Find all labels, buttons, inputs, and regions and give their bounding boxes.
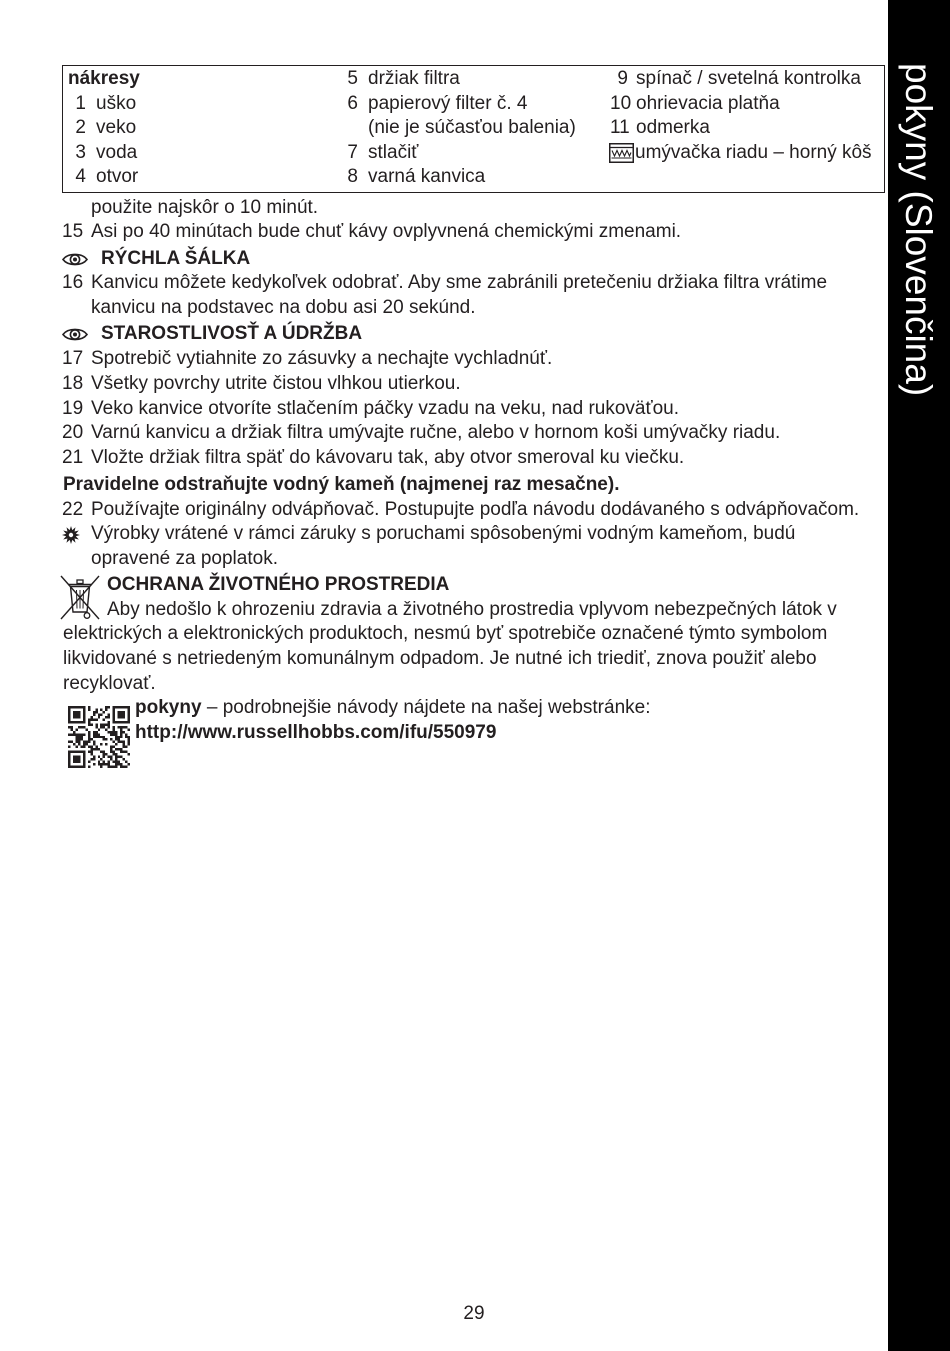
instruction-item (62, 446, 885, 471)
descaling-warning (62, 522, 885, 571)
instruction-item (62, 271, 885, 320)
parts-column-2 (340, 67, 576, 190)
parts-list-item (68, 92, 140, 117)
part-number: 1 (75, 92, 86, 114)
instruction-text: Vložte držiak filtra späť do kávovaru tak, aby otvor smeroval ku viečku. (91, 446, 685, 468)
parts-list-item-note (340, 116, 576, 141)
online-instructions-label (62, 696, 885, 721)
part-label: ohrievacia platňa (636, 92, 780, 114)
item-number: 20 (62, 422, 84, 444)
part-number: 9 (617, 68, 628, 89)
parts-list-item (68, 116, 140, 141)
dishwasher-top-rack-icon (609, 141, 635, 166)
warning-text: opravené za poplatok. (91, 547, 278, 569)
instruction-item (62, 421, 885, 446)
part-label: držiak filtra (368, 68, 460, 89)
parts-list-item (610, 92, 872, 117)
part-label: umývačka riadu – horný kôš (635, 141, 872, 163)
item-number: 17 (62, 348, 84, 370)
side-tab-label: pokyny (Slovenčina) (898, 63, 939, 397)
item-number: 21 (62, 446, 84, 468)
section-heading-text: STAROSTLIVOSŤ A ÚDRŽBA (101, 323, 363, 345)
instruction-text: Všetky povrchy utrite čistou vlhkou utierkou. (91, 372, 461, 394)
instruction-text: Kanvicu môžete kedykoľvek odobrať. Aby sme zabránili pretečeniu držiaka filtra vrátime (91, 272, 828, 294)
eye-icon (62, 252, 101, 267)
part-label: spínač / svetelná kontrolka (636, 68, 861, 89)
qr-code-icon (68, 706, 130, 768)
part-number: 5 (347, 68, 358, 89)
paragraph-line: likvidované s netriedeným komunálnym odpadom. Je nutné ich triediť, znova použiť alebo (63, 648, 817, 670)
online-label-text: – podrobnejšie návody nájdete na našej webstránke: (206, 697, 651, 719)
part-label: varná kanvica (368, 166, 486, 187)
part-label: otvor (96, 166, 139, 187)
parts-list-item (610, 67, 872, 92)
environment-section (62, 573, 885, 696)
instruction-text: kanvicu na podstavec na dobu asi 20 sekúnd. (91, 297, 476, 319)
parts-list-item (340, 141, 576, 166)
parts-list-item (610, 141, 872, 166)
descaling-heading: Pravidelne odstraňujte vodný kameň (najmenej raz mesačne). (63, 473, 620, 495)
instructions-url-link[interactable]: http://www.russellhobbs.com/ifu/550979 (135, 722, 497, 744)
instruction-text: Asi po 40 minútach bude chuť kávy ovplyvnená chemickými zmenami. (91, 221, 682, 243)
part-label: uško (96, 92, 137, 114)
parts-column-3 (610, 67, 872, 165)
part-label: papierový filter č. 4 (368, 92, 528, 114)
parts-list-item (68, 141, 140, 166)
eye-icon (62, 327, 101, 342)
part-number: 2 (75, 117, 86, 138)
part-number: 8 (347, 166, 358, 187)
part-label: odmerka (636, 117, 710, 138)
part-number: 4 (75, 166, 86, 187)
instructions-body (62, 196, 885, 746)
parts-list-item (340, 67, 576, 92)
part-number: 11 (610, 117, 630, 138)
section-heading-quick-cup (62, 247, 885, 272)
online-instructions (62, 696, 885, 745)
paragraph-line: recyklovať. (63, 672, 156, 694)
sunburst-icon (62, 522, 91, 547)
paragraph-line: Aby nedošlo k ohrozeniu zdravia a životného prostredia vplyvom nebezpečných látok v (107, 598, 837, 620)
part-label: stlačiť (368, 141, 419, 163)
parts-list-item (340, 92, 576, 117)
item-number: 18 (62, 372, 84, 394)
item-number: 22 (62, 498, 84, 520)
warning-text: Výrobky vrátené v rámci záruky s poruchami spôsobenými vodným kameňom, budú (91, 523, 796, 545)
part-number: 10 (610, 92, 632, 114)
parts-legend-title: nákresy (68, 68, 140, 89)
online-label-bold: pokyny (135, 697, 202, 719)
item-number: 15 (62, 221, 84, 243)
item-14-continuation: použite najskôr o 10 minút. (91, 196, 319, 218)
instruction-item (62, 498, 885, 523)
parts-list-item (68, 165, 140, 190)
instruction-text: Používajte originálny odvápňovač. Postupujte podľa návodu dodávaného s odvápňovačom. (91, 498, 860, 520)
instruction-item (62, 372, 885, 397)
part-label: (nie je súčasťou balenia) (368, 117, 576, 138)
instruction-text: Varnú kanvicu a držiak filtra umývajte ručne, alebo v hornom koši umývačky riadu. (91, 422, 781, 444)
section-heading-environment: OCHRANA ŽIVOTNÉHO PROSTREDIA (107, 574, 450, 596)
crossed-out-wheelie-bin-icon (58, 572, 102, 622)
instruction-text: Veko kanvice otvoríte stlačením páčky vzadu na veku, nad rukoväťou. (91, 397, 680, 419)
instruction-item (62, 220, 885, 245)
part-number: 3 (75, 141, 86, 163)
parts-legend-box (62, 65, 885, 193)
instruction-item (62, 347, 885, 372)
page-number: 29 (463, 1302, 485, 1324)
part-label: voda (96, 141, 138, 163)
parts-list-item (340, 165, 576, 190)
item-number: 19 (62, 397, 84, 419)
part-label: veko (96, 117, 137, 138)
part-number: 6 (347, 92, 358, 114)
parts-column-1 (68, 67, 140, 190)
instruction-item (62, 397, 885, 422)
parts-list-item (610, 116, 872, 141)
paragraph-line: elektrických a elektronických produktoch, nesmú byť spotrebiče označené týmto symbolom (63, 623, 828, 645)
instruction-text: Spotrebič vytiahnite zo zásuvky a nechajte vychladnúť. (91, 348, 553, 370)
part-number: 7 (347, 141, 358, 163)
side-tab (888, 0, 950, 1351)
section-heading-care (62, 322, 885, 347)
item-number: 16 (62, 272, 84, 294)
section-heading-text: RÝCHLA ŠÁLKA (101, 247, 251, 269)
